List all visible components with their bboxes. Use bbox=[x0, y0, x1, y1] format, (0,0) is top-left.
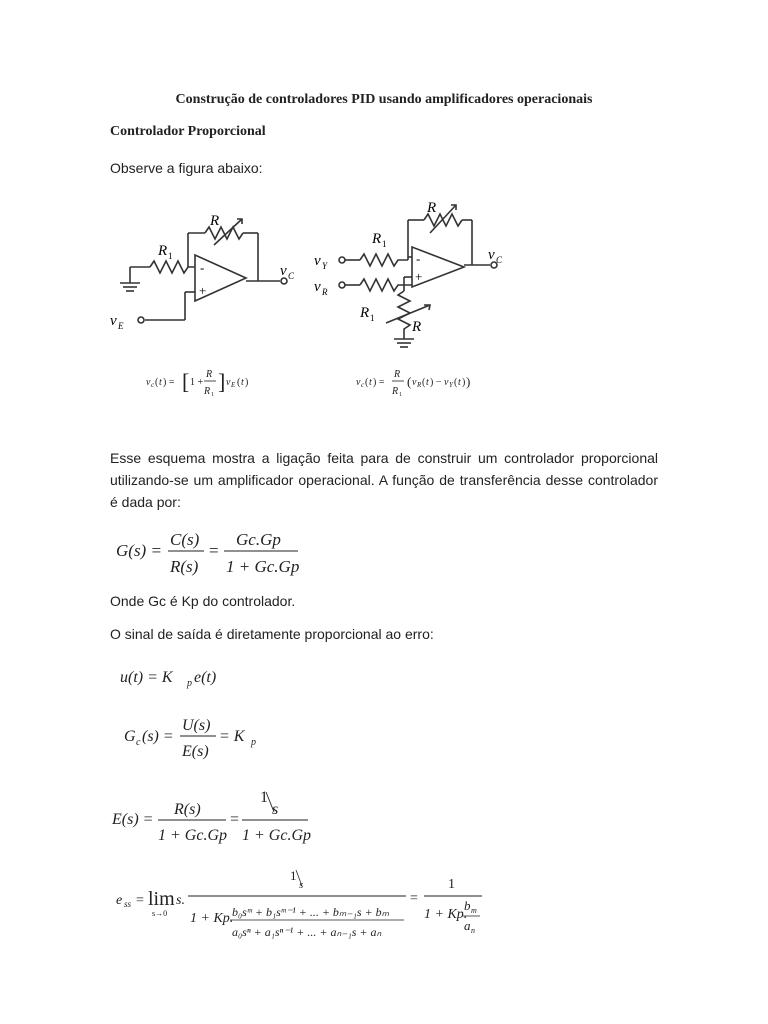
e-lhs: E(s) = bbox=[112, 811, 154, 828]
g-num2: Gc.Gp bbox=[236, 530, 281, 549]
circuit2-vr-sub: R bbox=[322, 287, 328, 297]
circuit2-r1-bottom-sub: 1 bbox=[370, 313, 375, 323]
svg-text:(: ( bbox=[422, 377, 426, 388]
svg-text:1: 1 bbox=[399, 392, 402, 398]
circuit1-r1-sub: 1 bbox=[168, 251, 173, 261]
ess-eq: = bbox=[410, 891, 418, 906]
circuit2-formula bbox=[352, 365, 482, 399]
gc-arg: (s) = bbox=[142, 728, 174, 745]
svg-text:v: v bbox=[356, 377, 361, 388]
svg-text:v: v bbox=[444, 377, 449, 388]
svg-text:) −: ) − bbox=[430, 377, 442, 388]
svg-text:=: = bbox=[209, 541, 219, 560]
e-den1: 1 + Gc.Gp bbox=[158, 827, 228, 844]
svg-text:1: 1 bbox=[211, 392, 214, 398]
circuit1-plus: + bbox=[199, 283, 207, 298]
svg-text:t: t bbox=[426, 377, 429, 388]
svg-text:]: ] bbox=[218, 369, 226, 394]
paragraph-gc-kp: Onde Gc é Kp do controlador. bbox=[110, 593, 296, 609]
circuit1-formula bbox=[140, 365, 260, 399]
section-heading: Controlador Proporcional bbox=[110, 124, 266, 139]
svg-text:): ) bbox=[245, 377, 249, 388]
circuit1-ve-sub: E bbox=[118, 321, 124, 331]
circuit2-vy-sub: Y bbox=[322, 261, 328, 271]
u-eq: u(t) = K bbox=[120, 669, 173, 686]
gc-den: E(s) bbox=[182, 743, 209, 760]
equation-gc-s bbox=[118, 712, 278, 764]
document-title: Construção de controladores PID usando amplificadores operacionais bbox=[175, 92, 593, 107]
circuit2-vc-sub: C bbox=[496, 255, 503, 265]
circuit2-plus: + bbox=[415, 269, 423, 284]
circuit1-r-label: R bbox=[210, 213, 220, 229]
ess-s2: s bbox=[299, 879, 304, 891]
g-num1: C(s) bbox=[170, 530, 200, 549]
circuit2-r1-top-label: R bbox=[372, 231, 382, 247]
ess-rhs-den-a: 1 + Kp. bbox=[424, 907, 468, 922]
ess-poly-den: a₀sⁿ + a₁sⁿ⁻¹ + ... + aₙ₋₁s + aₙ bbox=[232, 925, 382, 939]
equation-ess bbox=[112, 868, 492, 948]
svg-text:(: ( bbox=[237, 377, 241, 388]
svg-text:Y: Y bbox=[449, 381, 453, 389]
circuit2-vr-label: v bbox=[314, 279, 321, 295]
svg-text:): ) bbox=[462, 377, 466, 388]
svg-text:t: t bbox=[241, 377, 244, 388]
svg-text:t: t bbox=[369, 377, 372, 388]
ess-poly-num: b₀sᵐ + b₁sᵐ⁻¹ + ... + bₘ₋₁s + bₘ bbox=[232, 905, 390, 919]
circuit1-r1-label: R bbox=[158, 243, 168, 259]
ess-den-a: 1 + Kp. bbox=[190, 911, 234, 926]
svg-text:(: ( bbox=[454, 377, 458, 388]
svg-text:) =: ) = bbox=[373, 377, 385, 388]
g-den1: R(s) bbox=[170, 557, 199, 576]
ess-sub: ss bbox=[124, 899, 132, 909]
ess-lhs: e bbox=[116, 893, 123, 908]
svg-text:R: R bbox=[392, 386, 399, 397]
u-sub: p bbox=[187, 678, 192, 689]
ess-one: 1 bbox=[290, 868, 297, 883]
equation-e-s bbox=[108, 788, 318, 846]
svg-text:=: = bbox=[230, 811, 240, 828]
svg-text:v: v bbox=[146, 377, 151, 388]
svg-text:c: c bbox=[361, 381, 365, 389]
intro-text: Observe a figura abaixo: bbox=[110, 160, 263, 176]
gc-sub: c bbox=[136, 737, 141, 748]
circuit2-vc-label: v bbox=[488, 247, 495, 263]
svg-text:v: v bbox=[226, 377, 231, 388]
svg-text:E: E bbox=[231, 381, 236, 389]
svg-text:t: t bbox=[159, 377, 162, 388]
gc-lhs: G bbox=[124, 728, 136, 745]
circuit2-r1-top-sub: 1 bbox=[382, 239, 387, 249]
svg-text:R: R bbox=[204, 386, 211, 397]
paragraph-output-signal: O sinal de saída é diretamente proporcional ao erro: bbox=[110, 626, 434, 642]
svg-text:=: = bbox=[136, 893, 144, 908]
svg-text:R: R bbox=[394, 369, 401, 380]
circuit1-ve-label: v bbox=[110, 313, 117, 329]
gc-num: U(s) bbox=[182, 717, 211, 734]
circuit2-vy-label: v bbox=[314, 253, 321, 269]
svg-text:(: ( bbox=[365, 377, 369, 388]
e-num2-a: 1 bbox=[260, 789, 268, 806]
equation-g-s bbox=[112, 525, 312, 580]
circuit2-minus: - bbox=[416, 251, 421, 266]
gc-rhs-sub: p bbox=[251, 737, 256, 748]
ess-s: s. bbox=[176, 893, 185, 908]
circuit-diagram-1 bbox=[110, 205, 310, 340]
e-num2-b: s bbox=[272, 801, 279, 818]
svg-text:(: ( bbox=[407, 374, 412, 389]
ess-rhs-num: 1 bbox=[448, 877, 455, 892]
circuit1-vc-label: v bbox=[280, 263, 287, 279]
svg-text:c: c bbox=[151, 381, 155, 389]
svg-text:R: R bbox=[206, 369, 213, 380]
g-lhs: G(s) = bbox=[116, 541, 162, 560]
svg-text:t: t bbox=[458, 377, 461, 388]
ess-lim-sub: s→0 bbox=[152, 909, 168, 918]
circuit2-r-top-label: R bbox=[427, 200, 437, 216]
svg-text:(: ( bbox=[155, 377, 159, 388]
svg-text:): ) bbox=[466, 374, 471, 389]
paragraph-transfer-function: Esse esquema mostra a ligação feita para de construir um controlador proporcional utilizando-se um amplificador operacional. A função de transferência desse controlador é dada por: bbox=[110, 450, 658, 510]
ess-rhs-bm: b bbox=[464, 898, 471, 913]
circuit-diagram-2 bbox=[312, 195, 522, 360]
equation-u-t bbox=[118, 662, 258, 692]
circuit2-r-bottom-label: R bbox=[412, 319, 422, 335]
g-den2: 1 + Gc.Gp bbox=[226, 557, 300, 576]
svg-text:v: v bbox=[412, 377, 417, 388]
circuit2-r1-bottom-label: R bbox=[360, 305, 370, 321]
ess-lim: lim bbox=[148, 888, 175, 910]
circuit1-minus: - bbox=[200, 260, 205, 275]
u-rest: e(t) bbox=[194, 669, 217, 686]
e-num1: R(s) bbox=[174, 801, 201, 818]
svg-text:[: [ bbox=[182, 369, 190, 394]
gc-rhs: = K bbox=[219, 728, 245, 745]
svg-text:1 +: 1 + bbox=[190, 377, 204, 388]
ess-rhs-an-sub: n bbox=[471, 926, 475, 935]
svg-text:) =: ) = bbox=[163, 377, 175, 388]
ess-rhs-an: a bbox=[464, 918, 471, 933]
e-den2: 1 + Gc.Gp bbox=[242, 827, 312, 844]
circuit1-vc-sub: C bbox=[288, 271, 295, 281]
ess-rhs-bm-sub: m bbox=[471, 906, 477, 915]
svg-text:R: R bbox=[417, 381, 422, 389]
